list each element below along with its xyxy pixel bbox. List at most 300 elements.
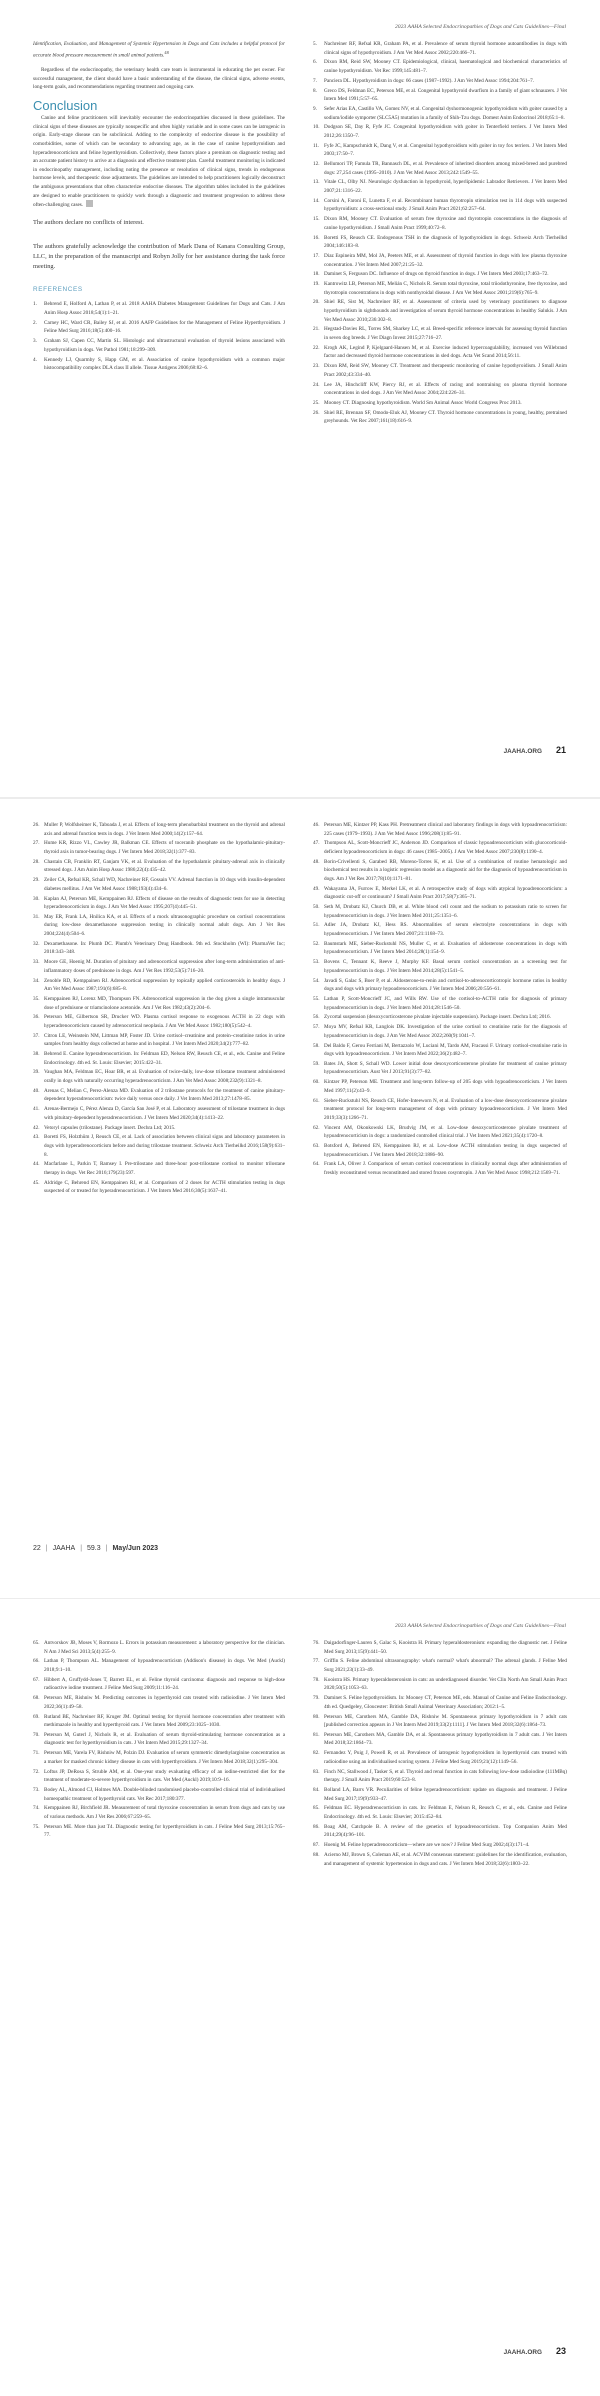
page-number: 21 [555, 745, 566, 755]
reference-item [313, 1786, 567, 1803]
reference-item [313, 1713, 567, 1730]
reference-item [313, 1768, 567, 1785]
reference-item [313, 1042, 567, 1059]
reference-text: Shiel RE, Brennan SF, Omodo-Eluk AJ, Mooney CT. Thyroid hormone concentrations in young, healthy, pretrained greyhounds. Vet Rec 2007;161(18):616–9. [324, 409, 567, 425]
acknowledgment: The authors gratefully acknowledge the contribution of Mark Dana of Kanara Consulting Group, LLC, in the preparation of the manuscript and Robyn Jolly for her assistance during the task force meeting. [33, 242, 285, 270]
reference-number: 21. [313, 326, 320, 333]
reference-item [313, 940, 567, 957]
reference-text: Peterson ME, Kintzer PP, Kass PH. Pretreatment clinical and laboratory findings in dogs with hypoadrenocorticism: 225 cases (1979–1993). J Am Vet Med Assoc 1996;208(1):85–91. [324, 822, 567, 837]
reference-item [313, 87, 567, 104]
reference-text: Nachreiner RF, Refsal KR, Graham PA, et al. Prevalence of serum thyroid hormone autoantibodies in dogs with clinical signs of hypothyroidism. J Am Vet Med Assoc 2002;220:466–71. [324, 41, 567, 56]
reference-number: 54. [313, 977, 320, 984]
reference-item [313, 1841, 567, 1850]
reference-text: Arenas-Bermejo C, Pérez Alenza D, García San José P, et al. Laboratory assessment of trilostane treatment in dogs with pituitary-dependent hyperadrenocorticism. J Vet Intern Med 2020;34(4):1413–22. [44, 1106, 285, 1121]
reference-item [33, 821, 285, 838]
reference-text: Aldridge C, Behrend EN, Kemppainen RJ, et al. Comparison of 2 doses for ACTH stimulation testing in dogs suspected of or treated for hyperadrenocorticism. J Vet Intern Med 2016;30(5):1637–41. [44, 1179, 285, 1195]
reference-item [313, 197, 567, 214]
issue-date: May/Jun 2023 [112, 1545, 158, 1552]
reference-number: 65. [33, 1640, 40, 1646]
running-head: 2023 AAHA Selected Endocrinopathies of Dogs and Cats Guidelines—Final [394, 24, 566, 30]
reference-number: 19. [313, 281, 320, 288]
reference-number: 59. [313, 1060, 320, 1067]
reference-item [33, 319, 285, 336]
reference-text: Loftus JP, DeRosa S, Struble AM, et al. One-year study evaluating efficacy of an iodine-restricted diet for the treatment of moderate-to-severe hyperthyroidism in cats. Vet Med (Auckl) 2019;10:9–16. [44, 1768, 285, 1784]
reference-item [33, 839, 285, 856]
reference-text: Boag AM, Catchpole B. A review of the genetics of hypoadrenocorticism. Top Companion Anim Med 2014;29(4):96–101. [324, 1823, 567, 1839]
reference-item [313, 903, 567, 920]
reference-number: 28. [33, 858, 40, 865]
reference-text: Kaplan AJ, Peterson ME, Kemppainen RJ. Effects of disease on the results of diagnostic tests for use in detecting hyperadrenocorticism in dogs. J Am Vet Med Assoc 1995;207(4):445–51. [44, 895, 285, 911]
reference-number: 51. [313, 922, 320, 929]
reference-text: Arenas C, Melian C, Perez-Alenza MD. Evaluation of 2 trilostane protocols for the treatment of canine pituitary-dependent hyperadrenocorticism: twice daily versus once daily. J Vet Intern Med 2013;27:1478–85. [44, 1087, 285, 1103]
reference-number: 7. [313, 77, 317, 84]
reference-text: Baumstark ME, Sieber-Ruckstuhl NS, Muller C, et al. Evaluation of aldosterone concentrations in dogs with hypoadrenocorticism. J Vet Intern Med 2014;28(1):154–9. [324, 940, 567, 956]
page-footer [504, 745, 566, 755]
reference-text: Lathan P, Scott-Moncrieff JC, and Wills RW. Use of the cortisol-to-ACTH ratio for diagnosis of primary hypoadrenocorticism in dogs. J Vet Intern Med 2014;28:1546–50. [324, 995, 567, 1011]
reference-number: 48. [313, 858, 320, 865]
reference-number: 77. [313, 1658, 320, 1665]
reference-number: 30. [33, 895, 40, 902]
reference-number: 38. [33, 1051, 40, 1058]
page-22 [0, 799, 600, 1598]
reference-number: 17. [313, 252, 320, 259]
reference-item [33, 1713, 285, 1730]
end-mark-icon [86, 200, 93, 207]
reference-number: 20. [313, 299, 320, 306]
reference-text: Moya MV, Refsal KR, Langlois DK. Investigation of the urine cortisol to creatinine ratio for the diagnosis of hypoadrenocorticism in dogs. J Am Vet Med Assoc 2022;260(9):1041–7. [324, 1024, 567, 1039]
reference-text: Macfarlane L, Parkin T, Ramsey I. Pre-trilostane and three-hour post-trilostane cortisol to monitor trilostane therapy in dogs. Vet Rec 2016;179(23):597. [44, 1161, 285, 1176]
reference-number: 76. [313, 1640, 320, 1646]
reference-text: Peterson M, Guterl J, Nichols R, et al. Evaluation of serum thyroid-stimulating hormone concentration as a diagnostic test for hyperthyroidism in cats. J Vet Intern Med 2015;29:1327–34. [44, 1731, 285, 1747]
reference-item [313, 160, 567, 177]
reference-text: Boretti FS, Reusch CE. Endogenous TSH in the diagnosis of hypothyroidism in dogs. Schweiz Arch Tierheilkd 2004;146:183–8. [324, 234, 567, 250]
journal-website: JAAHA.ORG [503, 2349, 542, 2356]
reference-number: 13. [313, 179, 320, 186]
reference-item [33, 1050, 285, 1067]
reference-number: 14. [313, 197, 320, 204]
reference-item [313, 1023, 567, 1040]
reference-text: Fyfe JC, Kampschmidt K, Dang V, et al. Congenital hypothyroidism with goiter in toy fox terriers. J Vet Intern Med 2003;17:50–7. [324, 142, 567, 158]
reference-text: Bates JA, Shott S, Schall WD. Lower initial dose desoxycorticosterone pivalate for treatment of canine primary hypoadrenocorticism. Aust Vet J 2013;91(3):77–82. [324, 1060, 567, 1076]
page-number: 23 [555, 2346, 566, 2356]
reference-number: 25. [313, 399, 320, 406]
reference-item [33, 940, 285, 957]
reference-text: Dixon RM, Mooney CT. Evaluation of serum free thyroxine and thyrotropin concentrations in the diagnosis of canine hypothyroidism. J Small Anim Pract 1999;40:72–8. [324, 216, 567, 231]
reference-text: Bellumori TP, Famula TR, Bannasch DL, et al. Prevalence of inherited disorders among mixed-breed and purebred dogs: 27,254 cases (1995–2010). J Am Vet Med Assoc 2013;242:1549–55. [324, 161, 567, 176]
reference-text: Bovens C, Tennant K, Reeve J, Murphy KF. Basal serum cortisol concentration as a screening test for hypoadrenocorticism in dogs. J Vet Intern Med 2014;28(5):1541–5. [324, 959, 567, 974]
journal-website: JAAHA.ORG [503, 748, 542, 755]
reference-item [313, 298, 567, 324]
reference-item [313, 1160, 567, 1177]
reference-number: 18. [313, 271, 320, 278]
reference-text: Finch NC, Stallwood J, Tasker S, et al. Thyroid and renal function in cats following low-dose radioiodine (111MBq) therapy. J Small Anim Pract 2019;60:523–8. [324, 1768, 567, 1784]
reference-item [33, 1768, 285, 1785]
reference-text: Feldman EC. Hyperadrenocorticism in cats. In: Feldman E, Nelson R, Reusch C, et al., eds. Canine and Feline Endocrinology. 4th ed. St. Louis: Elsevier; 2015:452–84. [324, 1805, 567, 1820]
continued-paragraph: Identification, Evaluation, and Management of Systemic Hypertension in Dogs and Cats includes a helpful protocol for accurate blood pressure measurement in small animal patients.$^{48}$ [33, 41, 285, 59]
reference-number: 60. [313, 1079, 320, 1086]
reference-text: Botsford A, Behrend EN, Kemppainen RJ, et al. Low-dose ACTH stimulation testing in dogs suspected of hypoadrenocorticism. J Vet Intern Med 2018;32:1886–90. [324, 1142, 567, 1158]
reference-number: 43. [33, 1134, 40, 1141]
reference-item [33, 1133, 285, 1159]
reference-number: 83. [313, 1768, 320, 1775]
reference-item [313, 399, 567, 408]
page-number: 22 [33, 1545, 41, 1552]
reference-number: 85. [313, 1805, 320, 1812]
reference-text: Zycortal suspension (desoxycorticosterone pivalate injectable suspension). Package insert. Dechra Ltd; 2016. [324, 1014, 551, 1021]
reference-item [33, 858, 285, 875]
reference-text: Diaz Espineira MM, Mol JA, Peeters ME, et al. Assessment of thyroid function in dogs with low plasma thyroxine concentration. J Vet Intern Med 2007;21:25–32. [324, 252, 567, 268]
reference-text: Krogh AK, Legind P, Kjelgaard-Hansen M, et al. Exercise induced hypercoagulability, increased von Willebrand factor and decreased thyroid hormone concentrations in sled dogs. Acta Vet Scand 2014;56:11. [324, 344, 567, 360]
reference-number: 15. [313, 216, 320, 223]
reference-number: 68. [33, 1695, 40, 1702]
volume-issue: 59.3 [87, 1545, 101, 1552]
reference-text: Frank LA, Oliver J. Comparison of serum cortisol concentrations in clinically normal dogs after administration of freshly reconstituted versus reconstituted and stored frozen cosyntropin. J Am Vet Med Assoc 1998;212:1569–71. [324, 1161, 567, 1176]
reference-item [313, 1142, 567, 1159]
reference-number: 55. [313, 995, 320, 1002]
reference-number: 73. [33, 1787, 40, 1793]
reference-number: 27. [33, 840, 40, 847]
reference-text: Hume KR, Rizzo VL, Cawley JR, Balkman CE. Effects of toceranib phosphate on the hypothalamic-pituitary-thyroid axis in tumor-bearing dogs. J Vet Intern Med 2018;32(1):377–83. [44, 840, 285, 855]
reference-text: Peterson ME, Rishniw M. Predicting outcomes in hyperthyroid cats treated with radioiodine. J Vet Intern Med 2022;36(1):49–58. [44, 1695, 285, 1710]
running-head: 2023 AAHA Selected Endocrinopathies of Dogs and Cats Guidelines—Final [394, 1623, 566, 1629]
reference-item [33, 1068, 285, 1085]
references-heading: REFERENCES [33, 285, 83, 293]
reference-text: Antvorskov JB, Moses V, Rormozo L. Errors in potassium measurement: a laboratory perspective for the clinician. N Am J Med Sci 2013;5(4):255–9. [44, 1640, 285, 1655]
reference-text: Hibbert A, Gruffydd-Jones T, Barrett EL, et al. Feline thyroid carcinoma: diagnosis and response to high-dose radioactive iodine treatment. J Feline Med Surg 2009;11:116–24. [44, 1676, 285, 1692]
reference-item [313, 123, 567, 140]
reference-number: 12. [313, 161, 320, 168]
reference-item [313, 1078, 567, 1095]
conflict-statement: The authors declare no conflicts of interest. [33, 218, 144, 226]
reference-text: Boretti FS, Holzthüm J, Reusch CE, et al. Lack of association between clinical signs and laboratory parameters in dogs with hyperadrenocorticism before and during trilostane treatment. Schweiz Arch Tierheilkd 2016;158(9):631–8. [44, 1134, 285, 1158]
reference-number: 49. [313, 885, 320, 892]
reference-number: 37. [33, 1032, 40, 1039]
reference-number: 45. [33, 1179, 40, 1186]
reference-text: Muller P, Wolfsheimer K, Taboada J, et al. Effects of long-term phenobarbital treatment on the thyroid and adrenal axis and adrenal function tests in dogs. J Vet Intern Med 2000;14(2):157–64. [44, 822, 285, 837]
reference-list [313, 1639, 567, 1868]
reference-number: 56. [313, 1014, 320, 1021]
reference-text: Peterson ME, Carothers MA, Gamble DA, Rishniw M. Spontaneous primary hypothyroidism in 7 adult cats [published correction appears in J Vet Intern Med 2019;33(2):1111]. J Vet Intern Med 2018;32(6):1864–73. [324, 1713, 567, 1729]
reference-number: 29. [33, 877, 40, 884]
page-21 [0, 0, 600, 797]
reference-number: 8. [313, 87, 317, 94]
reference-item [313, 77, 567, 86]
reference-item [33, 1786, 285, 1803]
reference-item [33, 337, 285, 354]
reference-item [33, 1749, 285, 1766]
reference-text: Dodgson SE, Day R, Fyfe JC. Congenital hypothyroidism with goiter in Tenterfield terriers. J Vet Intern Med 2012;26:1350–7. [324, 124, 567, 139]
conclusion-paragraph: Canine and feline practitioners will inevitably encounter the endocrinopathies discussed in these guidelines. The clinical signs of these diseases are typically nonspecific and often highly variable and in some cases can be iatrogenic in origin. Early-stage disease can be subclinical. Adding to the complexity of endocrine disease is the possibility of comorbidities, some of which can be secondary to advancing age, as in the case of canine hypothyroidism and hyperadrenocorticism and feline hyperthyroidism. Collectively, these factors place a premium on diagnostic testing and an accurate patient history to arrive at a diagnosis and effective treatment plan. Careful treatment monitoring is indicated in endocrinopathy management, including noting the presence or resolution of clinical signs, trends in endogenous hormone levels, and therapeutic dose adjustments. The guidelines are intended to help practitioners logically deconstruct the ambiguous presentations that often characterize endocrine diseases. The algorithm tables included in the guidelines are designed to enable practitioners to quickly work through a diagnostic and treatment progression to address these often-challenging cases. [33, 115, 285, 209]
reference-item [33, 1731, 285, 1748]
reference-text: Behrend E. Canine hyperadrenocorticism. In: Feldman ED, Nelson RW, Reusch CE, et al., eds. Canine and Feline Endocrinology. 4th ed. St. Louis: Elsevier; 2015:422–31. [44, 1051, 285, 1066]
reference-number: 35. [33, 995, 40, 1002]
reference-number: 72. [33, 1768, 40, 1775]
reference-number: 22. [313, 344, 320, 351]
reference-text: Kennedy LJ, Quarmby S, Happ GM, et al. Association of canine hypothyroidism with a common major histocompatibility complex DLA class II allele. Tissue Antigens 2006;68:82–6. [44, 356, 285, 372]
reference-text: Mooney CT. Diagnosing hypothyroidism. World Sm Animal Assoc World Congress Proc 2013. [324, 399, 522, 406]
page-23 [0, 1599, 600, 2396]
reference-text: Kooistra HS. Primary hyperaldosteronism in cats: an underdiagnosed disorder. Vet Clin North Am Small Anim Pract 2020;50(5):1053–63. [324, 1676, 567, 1692]
reference-number: 1. [33, 301, 37, 308]
reference-item [313, 1804, 567, 1821]
reference-number: 3. [33, 338, 37, 345]
reference-number: 33. [33, 959, 40, 966]
reference-text: Dexamethasone. In: Plumb DC. Plumb's Veterinary Drug Handbook. 9th ed. Stockholm (WI): PharmaVet Inc; 2018:343–348. [44, 940, 285, 956]
reference-number: 44. [33, 1161, 40, 1168]
reference-item [33, 1013, 285, 1030]
reference-number: 47. [313, 840, 320, 847]
reference-text: Zenoble RD, Kemppainen RJ. Adrenocortical suppression by topically applied corticosteroids in healthy dogs. J Am Vet Med Assoc 1987;191(6):685–8. [44, 977, 285, 993]
reference-item [33, 876, 285, 893]
reference-item [33, 1639, 285, 1656]
section-heading: Conclusion [33, 97, 98, 113]
left-column [33, 821, 285, 1197]
reference-text: Peterson ME, Gilbertson SR, Drucker WD. Plasma cortisol response to exogenous ACTH in 22 dogs with hyperadrenocorticism caused by adrenocortical neoplasia. J Am Vet Med Assoc 1982;180(5):542–4. [44, 1014, 285, 1029]
reference-list [33, 821, 285, 1196]
reference-number: 71. [33, 1750, 40, 1757]
education-paragraph: Regardless of the endocrinopathy, the veterinary health care team is instrumental in educating the pet owner. For successful management, the client should have a basic understanding of the disease, the clinical signs, adverse events, long-term goals, and recommendations regarding treatment and ongoing care. [33, 66, 285, 91]
reference-number: 5. [313, 41, 317, 47]
reference-item [313, 1851, 567, 1868]
reference-number: 53. [313, 959, 320, 966]
reference-item [33, 1657, 285, 1674]
reference-item [33, 1676, 285, 1693]
reference-text: Bolland LA, Barrs VR. Peculiarities of feline hyperadrenocorticism: update on diagnosis and treatment. J Feline Med Surg 2017;19(9):933–47. [324, 1787, 567, 1802]
reference-list [313, 821, 567, 1178]
reference-text: Shiel RE, Sist M, Nachreiner RF, et al. Assessment of criteria used by veterinary practitioners to diagnose hypothyroidism in sighthounds and investigation of serum thyroid hormone concentrations in healthy Salukis. J Am Vet Med Assoc 2010;236:302–8. [324, 299, 567, 323]
reference-text: Del Baldo F, Gerou Ferriani M, Bertazzolo W, Luciani M, Tardo AM, Fracassi F. Urinary cortisol-creatinine ratio in dogs with hypoadrenocorticism. J Vet Intern Med 2022;36(2):482–7. [324, 1042, 567, 1058]
reference-text: Peterson ME, Varela FV, Rishniw M, Polzin DJ. Evaluation of serum symmetric dimethylarginine concentration as a marker for masked chronic kidney disease in cats with hyperthyroidism. J Vet Intern Med 2018;32(1):295–304. [44, 1750, 285, 1765]
reference-number: 26. [313, 409, 320, 416]
reference-number: 16. [313, 234, 320, 241]
reference-item [313, 142, 567, 159]
reference-item [313, 839, 567, 856]
reference-number: 80. [313, 1713, 320, 1720]
reference-text: Citron LE, Weinstein NM, Littman MP, Foster JD. Urine cortisol–creatinine and protein–creatinine ratios in urine samples from healthy dogs collected at home and in hospital. J Vet Intern Med 2020;34(2):777–82. [44, 1032, 285, 1048]
reference-item [33, 356, 285, 373]
reference-number: 2. [33, 319, 37, 326]
reference-item [33, 1087, 285, 1104]
right-column [313, 40, 567, 427]
reference-number: 52. [313, 940, 320, 947]
reference-item [313, 995, 567, 1012]
reference-text: Moore GE, Hoenig M. Duration of pituitary and adrenocortical suppression after long-term administration of anti-inflammatory doses of prednisone in dogs. Am J Vet Res 1992;53(5):716–20. [44, 959, 285, 974]
reference-number: 34. [33, 977, 40, 984]
right-column [313, 1639, 567, 1869]
reference-item [33, 1124, 285, 1133]
reference-item [313, 977, 567, 994]
reference-number: 78. [313, 1676, 320, 1683]
reference-text: Kemppainen RJ, Lorenz MD, Thompson FN. Adrenocortical suppression in the dog given a single intramuscular dose of prednisone or triamcinolone acetonide. Am J Vet Res 1982;43(2):204–6. [44, 995, 285, 1011]
reference-number: 64. [313, 1161, 320, 1168]
reference-text: Kantrowitz LB, Peterson ME, Melián C, Nichols R. Serum total thyroxine, total triiodothyronine, free thyroxine, and thyrotropin concentrations in dogs with nonthyroidal disease. J Am Vet Med Assoc 2001;219(6):765–9. [324, 281, 567, 296]
reference-text: Kemppainen RJ, Birchfield JR. Measurement of total thyroxine concentration in serum from dogs and cats by use of various methods. Am J Vet Res 2006;67:259–65. [44, 1805, 285, 1820]
reference-text: Adler JA, Drobatz KJ, Hess RS. Abnormalities of serum electrolyte concentrations in dogs with hypoadrenocorticism. J Vet Intern Med 2007;21:1168–73. [324, 922, 567, 938]
reference-text: Hoenig M. Feline hyperadrenocorticism—where are we now? J Feline Med Surg 2002;4(3):171–4. [324, 1842, 530, 1849]
reference-item [313, 105, 567, 122]
reference-item [313, 280, 567, 297]
reference-item [33, 895, 285, 912]
reference-number: 4. [33, 356, 37, 363]
reference-text: Panciera DL. Hypothyroidism in dogs: 66 cases (1987–1992). J Am Vet Med Assoc 1994;204:761–7. [324, 77, 534, 84]
reference-number: 11. [313, 142, 320, 149]
reference-text: Seth M, Drobatz KJ, Church DB, et al. White blood cell count and the sodium to potassium ratio to screen for hypoadrenocorticism in dogs. J Vet Intern Med 2011;25:1351–6. [324, 904, 567, 919]
reference-number: 6. [313, 59, 317, 66]
reference-text: Lee JA, Hinchcliff KW, Piercy RJ, et al. Effects of racing and nontraining on plasma thyroid hormone concentrations in sled dogs. J Am Vet Med Assoc 2004;224:226–31. [324, 381, 567, 397]
reference-number: 31. [33, 913, 40, 920]
reference-item [313, 381, 567, 398]
reference-text: Chastain CB, Franklin RT, Ganjam VK, et al. Evaluation of the hypothalamic pituitary-adrenal axis in clinically stressed dogs. J Am Anim Hosp Assoc 1986;22(4):435–42. [44, 858, 285, 874]
reference-text: Behrend E, Holford A, Lathan P, et al. 2018 AAHA Diabetes Management Guidelines for Dogs and Cats. J Am Anim Hosp Assoc 2018;54(1):1–21. [44, 301, 285, 317]
reference-item [313, 1013, 567, 1022]
reference-number: 69. [33, 1713, 40, 1720]
reference-item [33, 913, 285, 939]
reference-text: Vetoryl capsules (trilostane). Package insert. Dechra Ltd; 2015. [44, 1124, 176, 1131]
reference-number: 67. [33, 1676, 40, 1683]
reference-number: 50. [313, 904, 320, 911]
reference-item [313, 885, 567, 902]
reference-item [313, 252, 567, 269]
reference-number: 62. [313, 1124, 320, 1131]
reference-text: Daminet S, Ferguson DC. Influence of drugs on thyroid function in dogs. J Vet Intern Med 2003;17:463–72. [324, 271, 549, 278]
reference-text: Javadi S, Galac S, Boer P, et al. Aldosterone-to-renin and cortisol-to-adrenocorticotropic hormone ratios in healthy dogs and dogs with primary hypoadrenocorticism. J Vet Intern Med 2006;20:556–61. [324, 977, 567, 993]
reference-number: 66. [33, 1658, 40, 1665]
reference-text: Graham SJ, Capen CC, Martin SL. Histologic and ultrastructural evaluation of thyroid lesions associated with hypothyroidism in dogs. Vet Pathol 1981;18:299–309. [44, 338, 285, 353]
reference-text: Dixon RM, Reid SW, Mooney CT. Epidemiological, clinical, haematological and biochemical characteristics of canine hypothyroidism. Vet Rec 1999;145:481–7. [324, 59, 567, 74]
reference-item [33, 995, 285, 1012]
reference-number: 58. [313, 1042, 320, 1049]
reference-text: Peterson ME, Carothers MA, Gamble DA, et al. Spontaneous primary hypothyroidism in 7 adult cats. J Vet Intern Med 2018;32:1864–73. [324, 1731, 567, 1747]
reference-text: Rutland BE, Nachreiner RF, Kruger JM. Optimal testing for thyroid hormone concentration after treatment with methimazole in healthy and hyperthyroid cats. J Vet Intern Med 2009;23:1025–1030. [44, 1713, 285, 1729]
page-footer: 22 | JAAHA | 59.3 | May/Jun 2023 [33, 1545, 158, 1552]
reference-text: Lathan P, Thompson AL. Management of hypoadrenocorticism (Addison's disease) in dogs. Vet Med (Auckl) 2018;9:1–10. [44, 1658, 285, 1673]
reference-item [33, 1823, 285, 1840]
reference-item [313, 1639, 567, 1656]
reference-text: Daminet S. Feline hypothyroidism. In: Mooney CT, Peterson ME, eds. Manual of Canine and Feline Endocrinology. 4th ed. Quedgeley, Gloucester: British Small Animal Veterinary Association; 2012:1–5. [324, 1695, 567, 1710]
reference-item [313, 1097, 567, 1123]
reference-number: 26. [33, 822, 40, 828]
reference-number: 57. [313, 1024, 320, 1031]
reference-item [33, 300, 285, 317]
reference-text: Griffin S. Feline abdominal ultrasonography: what's normal? what's abnormal? The adrenal glands. J Feline Med Surg 2021;23(1):33–49. [324, 1658, 567, 1673]
reference-item [313, 1731, 567, 1748]
reference-text: Vincent AM, Okonkowski LK, Brudvig JM, et al. Low-dose desoxycorticosterone pivalate treatment of hypoadrenocorticism in dogs: a randomized controlled clinical trial. J Vet Intern Med 2021;35(4):1720–8. [324, 1124, 567, 1140]
reference-text: Daigadorfinger-Lauren S, Galac S, Kooistra H. Primary hyperaldosteronism: expanding the diagnostic net. J Feline Med Surg 2013;15(9):441–50. [324, 1640, 567, 1655]
reference-item [313, 1823, 567, 1840]
reference-number: 42. [33, 1124, 40, 1131]
reference-number: 61. [313, 1097, 320, 1104]
reference-item [33, 977, 285, 994]
reference-text: Thompson AL, Scott-Moncrieff JC, Anderson JD. Comparison of classic hypoadrenocorticism with glucocorticoid-deficient hypoadrenocorticism in dogs: 46 cases (1985–2005). J Am Vet Med Assoc 2007;230(8):1190–4. [324, 840, 567, 855]
reference-list [33, 300, 285, 372]
journal-name: JAAHA [52, 1545, 76, 1552]
reference-text: Vaughan MA, Feldman EC, Hoar BR, et al. Evaluation of twice-daily, low-dose trilostane treatment administered orally in dogs with naturally occurring hyperadrenocorticism. J Am Vet Med Assoc 2008;232(9):1321–8. [44, 1069, 285, 1085]
reference-number: 23. [313, 363, 320, 370]
reference-item [313, 362, 567, 379]
reference-text: Peterson ME. More than just T4. Diagnostic testing for hyperthyroidism in cats. J Feline Med Surg 2013;15:765–77. [44, 1823, 285, 1839]
right-column [313, 821, 567, 1179]
reference-item [313, 921, 567, 938]
reference-item [33, 1804, 285, 1821]
reference-text: Greco DS, Feldman EC, Peterson ME, et al. Congenital hypothyroid dwarfism in a family of giant schnauzers. J Vet Intern Med 1991;5:57–65. [324, 87, 567, 103]
reference-item [313, 409, 567, 426]
reference-item [33, 1179, 285, 1196]
reference-item [313, 215, 567, 232]
reference-list [313, 40, 567, 426]
reference-item [313, 958, 567, 975]
reference-number: 70. [33, 1731, 40, 1738]
reference-text: Borin-Crivellenti S, Garabed RB, Moreno-Torres K, et al. Use of a combination of routine hematologic and biochemical test results in a logistic regression model as a diagnostic aid for the diagnosis of hypoadrenocorticism in dogs. Am J Vet Res 2017;78(10):1171–81. [324, 858, 567, 882]
reference-item [313, 234, 567, 251]
reference-item [313, 40, 567, 57]
reference-item [313, 270, 567, 279]
reference-number: 84. [313, 1787, 320, 1793]
left-column [33, 1639, 285, 1841]
reference-item [33, 958, 285, 975]
reference-item [313, 1060, 567, 1077]
reference-item [313, 1676, 567, 1693]
reference-text: Sieber-Ruckstuhl NS, Reusch CE, Hofer-Inteeworn N, et al. Evaluation of a low-dose desoxycorticosterone pivalate treatment protocol for long-term management of dogs with primary hypoadrenocorticism. J Vet Intern Med 2019;33(3):1266–71. [324, 1097, 567, 1121]
reference-item [33, 1032, 285, 1049]
page-footer [504, 2346, 566, 2356]
reference-text: Dixon RM, Reid SW, Mooney CT. Treatment and therapeutic monitoring of canine hypothyroidism. J Small Anim Pract 2002;43:334–40. [324, 363, 567, 378]
reference-number: 63. [313, 1142, 320, 1149]
reference-number: 24. [313, 381, 320, 388]
reference-number: 82. [313, 1750, 320, 1757]
reference-text: Corsini A, Faroni E, Lunetta F, et al. Recombinant human thyrotropin stimulation test in 114 dogs with suspected hypothyroidism: a cross-sectional study. J Small Anim Pract 2021;62:257–64. [324, 197, 567, 213]
reference-item [313, 178, 567, 195]
reference-item [313, 858, 567, 884]
reference-number: 86. [313, 1823, 320, 1830]
reference-item [313, 325, 567, 342]
reference-item [313, 58, 567, 75]
reference-number: 88. [313, 1851, 320, 1858]
reference-number: 46. [313, 822, 320, 828]
reference-item [33, 1105, 285, 1122]
reference-item [313, 821, 567, 838]
reference-text: Vitale CL, Olby NJ. Neurologic dysfunction in hypothyroid, hyperlipidemic Labrador Retrievers. J Vet Intern Med 2007;21:1316–22. [324, 179, 567, 194]
reference-number: 41. [33, 1106, 40, 1113]
reference-number: 81. [313, 1731, 320, 1738]
reference-number: 87. [313, 1842, 320, 1849]
reference-number: 10. [313, 124, 320, 131]
reference-number: 79. [313, 1695, 320, 1702]
reference-item [313, 1749, 567, 1766]
reference-item [313, 1657, 567, 1674]
reference-number: 36. [33, 1014, 40, 1021]
reference-item [313, 344, 567, 361]
reference-number: 9. [313, 105, 317, 112]
reference-item [313, 1124, 567, 1141]
reference-number: 40. [33, 1087, 40, 1094]
reference-text: Acierno MJ, Brown S, Coleman AE, et al. ACVIM consensus statement: guidelines for the identification, evaluation, and management of systemic hypertension in dogs and cats. J Vet Intern Med 2018;32(6):1803–22. [324, 1851, 567, 1867]
reference-text: Zeiler CA, Refsal KR, Schall WD, Nachreiner RF, Gossain VV. Adrenal function in 10 dogs with insulin-dependent diabetes mellitus. J Am Vet Med Assoc 1988;193(4):434–6. [44, 877, 285, 892]
reference-item [33, 1160, 285, 1177]
reference-text: Sefer Arias EA, Castillo VA, Gomez NV, et al. Congenital dyshormonogenic hypothyroidism with goiter caused by a sodium/iodide symporter (SLC5A5) mutation in a family of Shih-Tzu dogs. Domest Anim Endocrinol 2018;65:1–8. [324, 105, 567, 121]
reference-text: Hegstad-Davies RL, Torres SM, Sharkey LC, et al. Breed-specific reference intervals for assessing thyroid function in seven dog breeds. J Vet Diagn Invest 2015;27:716–27. [324, 326, 567, 341]
reference-item [313, 1694, 567, 1711]
reference-text: Wakayama JA, Furrow E, Merkel LK, et al. A retrospective study of dogs with atypical hypoadrenocorticism: a diagnostic cut-off or continuum? J Small Anim Pract 2017;58(7):365–71. [324, 885, 567, 901]
reference-text: Fernandez Y, Puig J, Powell R, et al. Prevalence of iatrogenic hypothyroidism in hyperthyroid cats treated with radioiodine using an individualised scoring system. J Feline Med Surg 2019;21(12):1149–56. [324, 1750, 567, 1765]
left-column [33, 40, 285, 374]
reference-number: 32. [33, 940, 40, 947]
reference-list [33, 1639, 285, 1840]
reference-text: Bodey AL, Almond CJ, Holmes MA. Double-blinded randomised placebo-controlled clinical trial of individualised homeopathic treatment of hyperthyroid cats. Vet Rec 2017;180:377. [44, 1787, 285, 1802]
reference-text: Kintzer PP, Peterson ME. Treatment and long-term follow-up of 205 dogs with hypoadrenocorticism. J Vet Intern Med 1997;11(2):43–9. [324, 1079, 567, 1094]
reference-item [33, 1694, 285, 1711]
reference-text: May ER, Frank LA, Hnilica KA, et al. Effects of a mock ultrasonographic procedure on cortisol concentrations during low-dose dexamethasone suppression testing in clinically normal adult dogs. Am J Vet Res 2004;224(4):504–6. [44, 913, 285, 938]
reference-number: 74. [33, 1805, 40, 1812]
